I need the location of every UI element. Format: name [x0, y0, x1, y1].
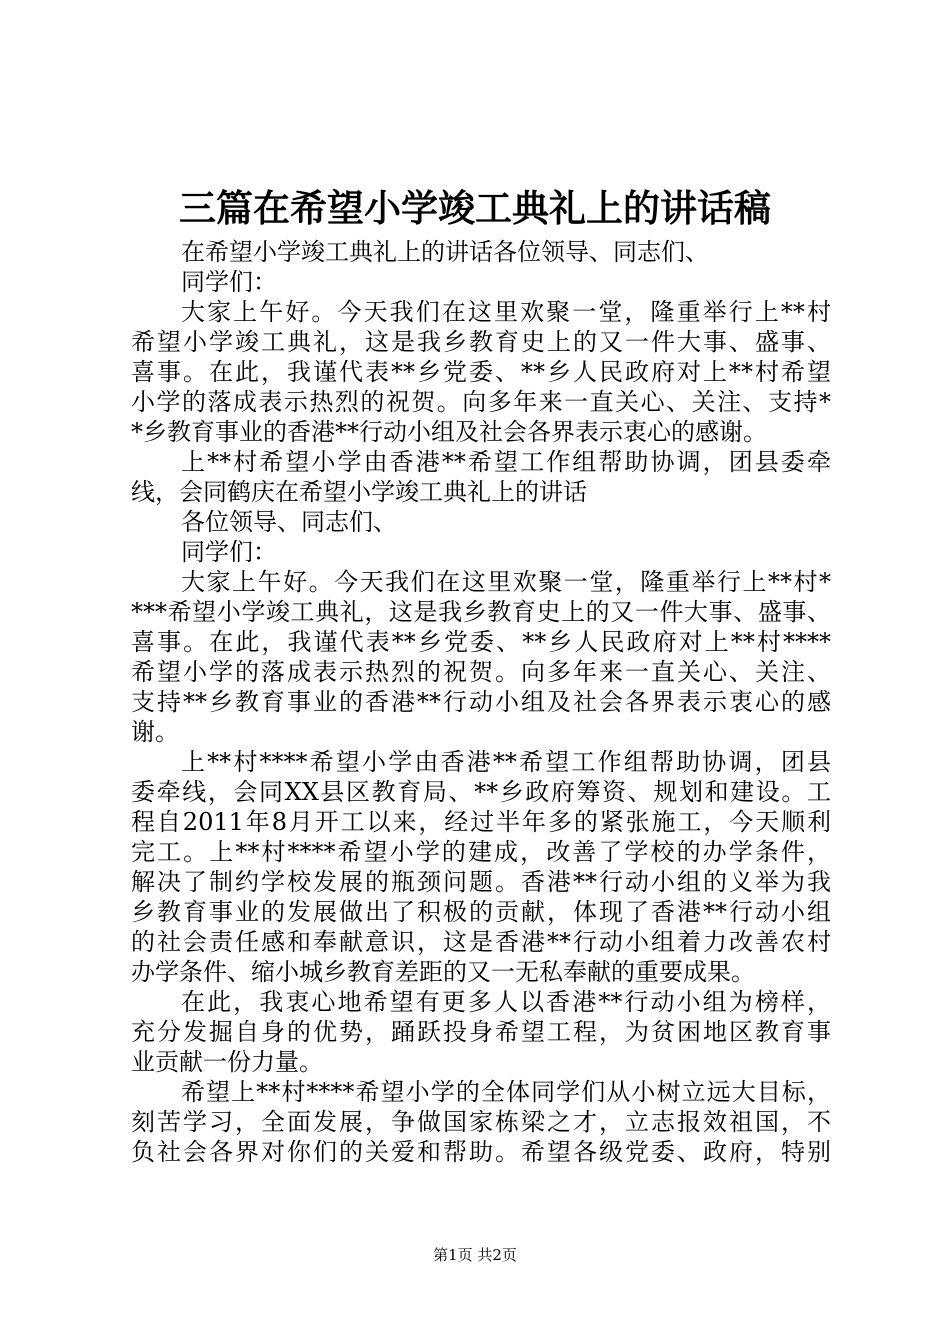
body-line: 支持**乡教育事业的香港**行动小组及社会各界表示衷心的感 — [131, 688, 831, 716]
body-line: 在希望小学竣工典礼上的讲话各位领导、同志们、 — [181, 238, 709, 266]
body-line: 谢。 — [131, 718, 179, 746]
document-title: 三篇在希望小学竣工典礼上的讲话稿 — [179, 186, 771, 230]
body-line: ***希望小学竣工典礼，这是我乡教育史上的又一件大事、盛事、 — [131, 598, 831, 626]
body-line: 各位领导、同志们、 — [181, 508, 397, 536]
body-line: 大家上午好。今天我们在这里欢聚一堂，隆重举行上**村* — [181, 568, 831, 596]
body-line: 喜事。在此，我谨代表**乡党委、**乡人民政府对上**村**** — [131, 628, 831, 656]
body-line: 完工。上**村****希望小学的建成，改善了学校的办学条件， — [131, 838, 831, 866]
body-line: 希望上**村****希望小学的全体同学们从小树立远大目标， — [181, 1078, 831, 1106]
body-line: 的社会责任感和奉献意识，这是香港**行动小组着力改善农村 — [131, 928, 831, 956]
body-line: *乡教育事业的香港**行动小组及社会各界表示衷心的感谢。 — [131, 418, 767, 446]
body-line: 业贡献一份力量。 — [131, 1048, 323, 1076]
document-body — [131, 237, 831, 1167]
page-footer: 第1页 共2页 — [433, 1246, 517, 1264]
body-line: 喜事。在此，我谨代表**乡党委、**乡人民政府对上**村希望 — [131, 358, 831, 386]
body-line: 解决了制约学校发展的瓶颈问题。香港**行动小组的义举为我 — [131, 868, 831, 896]
body-line: 线，会同鹤庆在希望小学竣工典礼上的讲话 — [131, 478, 587, 506]
body-line: 负社会各界对你们的关爱和帮助。希望各级党委、政府，特别 — [131, 1138, 831, 1166]
body-line: 刻苦学习，全面发展，争做国家栋梁之才，立志报效祖国，不 — [131, 1108, 831, 1136]
body-line: 同学们： — [181, 538, 277, 566]
body-line: 上**村****希望小学由香港**希望工作组帮助协调，团县 — [181, 748, 831, 776]
body-line: 在此，我衷心地希望有更多人以香港**行动小组为榜样， — [181, 988, 831, 1016]
body-line: 希望小学竣工典礼，这是我乡教育史上的又一件大事、盛事、 — [131, 328, 831, 356]
body-line: 委牵线，会同XX县区教育局、**乡政府筹资、规划和建设。工 — [131, 778, 831, 806]
body-line: 希望小学的落成表示热烈的祝贺。向多年来一直关心、关注、 — [131, 658, 831, 686]
body-line: 充分发掘自身的优势，踊跃投身希望工程，为贫困地区教育事 — [131, 1018, 831, 1046]
body-line: 大家上午好。今天我们在这里欢聚一堂，隆重举行上**村 — [181, 298, 831, 326]
body-line: 上**村希望小学由香港**希望工作组帮助协调，团县委牵 — [181, 448, 831, 476]
body-line: 小学的落成表示热烈的祝贺。向多年来一直关心、关注、支持* — [131, 388, 831, 416]
body-line: 同学们： — [181, 268, 277, 296]
body-line: 程自2011年8月开工以来，经过半年多的紧张施工，今天顺利 — [131, 808, 831, 836]
body-line: 办学条件、缩小城乡教育差距的又一无私奉献的重要成果。 — [131, 958, 755, 986]
body-line: 乡教育事业的发展做出了积极的贡献，体现了香港**行动小组 — [131, 898, 831, 926]
